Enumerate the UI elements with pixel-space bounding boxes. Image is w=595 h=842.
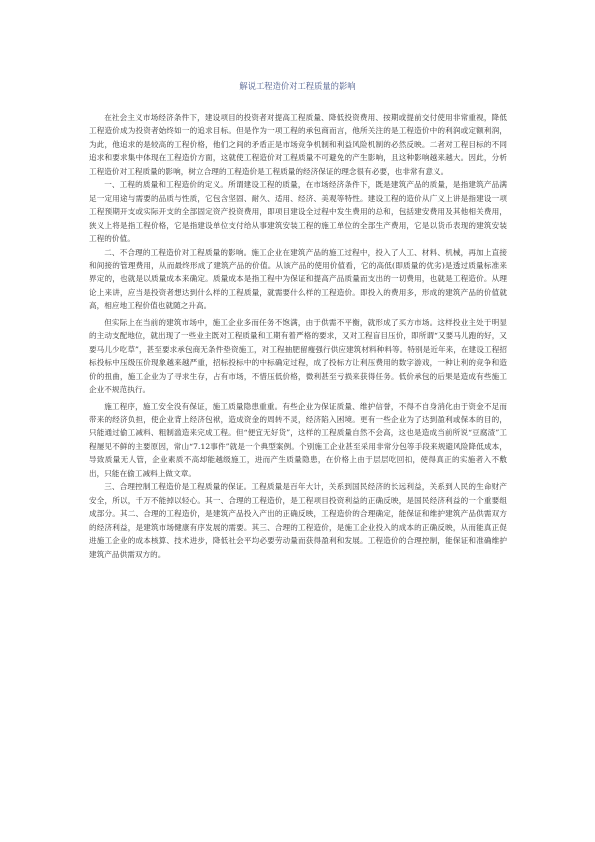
- paragraph-impact: 二、不合理的工程造价对工程质量的影响。施工企业在建筑产品的施工过程中，投入了人工、材料、机械，再加上直接和间接的管理费用，从而最终形成了建筑产品的价值。从该产品的使用价值看，它的高低(即质量的优劣)是透过质量标准来界定的，也就是以质量成本来确定。质量成本是指工程中为保证和提高产品质量而支出的一切费用，也就是工程造价。从理论上来讲，应当是投资者想达到什么样的工程质量，就需要什么样的工程造价。即投入的费用多，形成的建筑产品的价值就高，相应地工程价值也就随之升高。: [89, 247, 507, 311]
- paragraph-intro: 在社会主义市场经济条件下，建设项目的投资者对提高工程质量、降低投资费用、按期或提前交付使用非常重视，降低工程造价成为投资者始终如一的追求目标。但是作为一项工程的承包商而言，他所关注的是工程造价中的利润或定额利润，为此，他追求的是较高的工程价格，他们之间的矛盾正是市场竞争机制和利益风险机制的必然反映。二者对工程目标的不同追求和要求集中体现在工程造价方面，这就使工程造价对工程质量不可避免的产生影响，且这种影响越来越大。因此，分析工程造价对工程质量的影响，树立合理的工程造价是工程质量的经济保证的理念很有必要，也非常有意义。: [89, 113, 507, 176]
- paragraph-market-reality: 但实际上在当前的建筑市场中，施工企业多而任务不饱满，由于供需不平衡，就形成了买方市场。这样投业主处于明显的主动支配地位，就出现了一些业主既对工程质量和工期有着严格的要求，又对工程盲目压价，即所谓“又要马儿跑的好，又要马儿少吃草”，甚至要求承包商无条件垫资施工，对工程抽肥留瘦强行供应建筑材料种料等。特别是近年来，在建设工程招标投标中压级压价现象越来越严重，招标投标中的中标确定过程，成了投标方让利压费用的数字游戏，一种让利的竞争和造价的扭曲，施工企业为了寻求生存，占有市场，不惜压低价格，微利甚至亏损来获得任务。低价承包的后果是造成有些施工企业不规范执行。: [89, 317, 507, 395]
- paragraph-cost-control: 三、合理控制工程造价是工程质量的保证。工程质量是百年大计，关系到国民经济的长远利益，关系到人民的生命财产安全，所以，千万不能掉以轻心。其一、合理的工程造价，是工程项目投资利益的正确反映，是国民经济利益的一个重要组成部分。其二、合理的工程造价，是建筑产品投入产出的正确反映，工程造价的合理确定，能保证和维护建筑产品供需双方的经济利益，是建筑市场健康有序发展的需要。其三、合理的工程造价，是施工企业投入的成本的正确反映，从而能真正促进施工企业的成本核算、技术进步，降低社会平均必要劳动量而获得盈利和发展。工程造价的合理控制，能保证和准确维护建筑产品供需双方的。: [89, 482, 507, 559]
- document-body: [89, 111, 507, 561]
- paragraph-construction-process: 施工程序，施工安全没有保证，施工质量隐患重重。有些企业为保证质量、维护信誉，不得不自身消化由于资金不足而带来的经济负担，使企业背上经济包袱，造成资金的周转不灵，经济陷入困境。更有一些企业为了达到盈利或保本的目的，只能通过偷工减料、粗制滥造来完成工程。但“便宜无好货”，这样的工程质量自然不会高，这也是造成当前所说“豆腐渣”工程屡见不鲜的主要原因，常山“7.12事件”就是一个典型案例。个别施工企业甚至采用非常分包等手段来规避风险降低成本，导致质量无人管，企业素质不高却能越级施工，进而产生质量隐患，在价格上由于层层吃回扣，使得真正的实施者入不敷出，只能在偷工减料上做文章。: [89, 401, 507, 478]
- document-title: 解说工程造价对工程质量的影响: [239, 81, 356, 91]
- paragraph-definition: 一、工程的质量和工程造价的定义。所谓建设工程的质量，在市场经济条件下，既是建筑产品的质量，是指建筑产品满足一定用途与需要的品质与性质，它包含坚固、耐久、适用、经济、美观等特性。建设工程的造价从广义上讲是指建设一项工程预期开支或实际开支的全部固定资产投资费用，即项目建设全过程中发生费用的总和，包括建安费用及其他相关费用，狭义上将是指工程价格，它是指建设单位支付给从事建筑安装工程的施工单位的全部生产费用，它是以货币表现的建筑安装工程的价值。: [89, 180, 507, 244]
